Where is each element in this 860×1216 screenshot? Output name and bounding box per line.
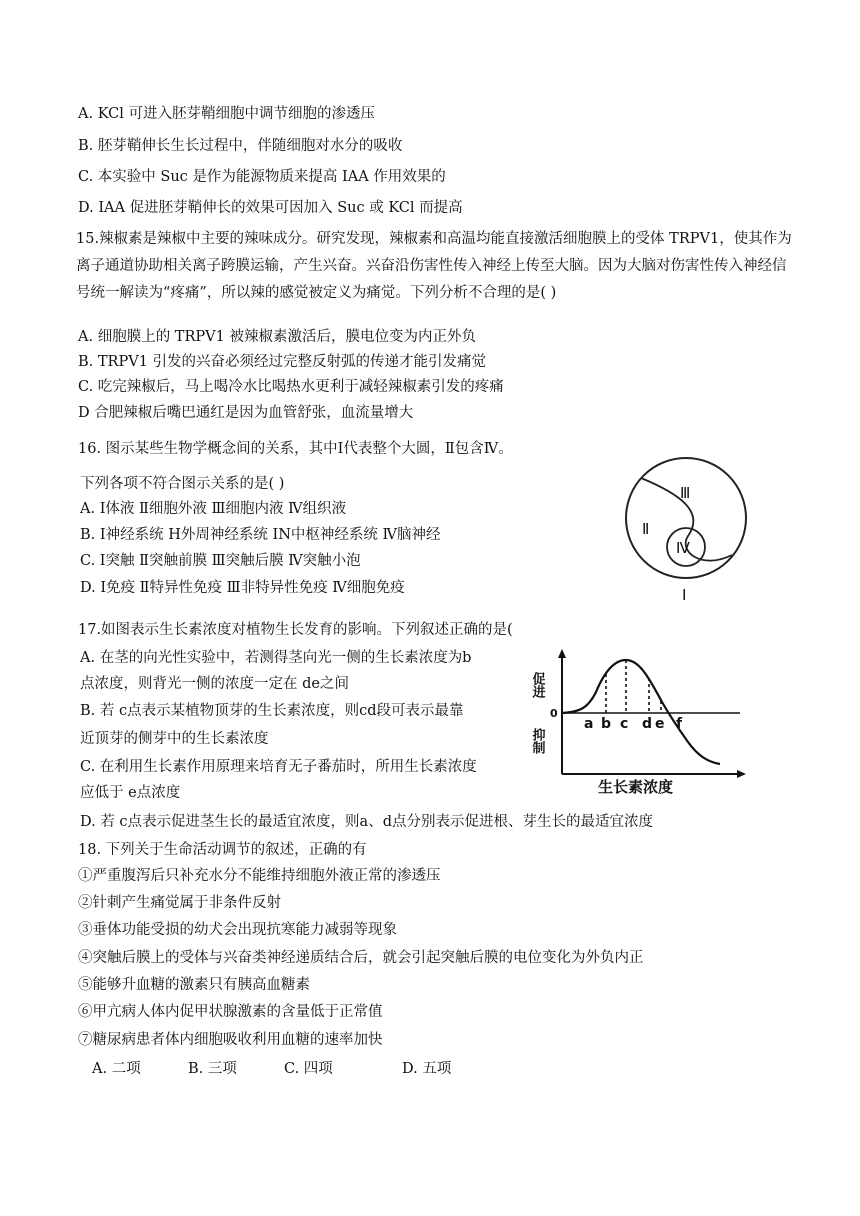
q18-choice-b: B. 三项	[188, 1061, 237, 1077]
q15-option-b: B. TRPV1 引发的兴奋必须经过完整反射弧的传递才能引发痛觉	[78, 354, 487, 370]
q18-item-4: ④突触后膜上的受体与兴奋类神经递质结合后，就会引起突触后膜的电位变化为外负内正	[78, 950, 644, 966]
growth-curve	[562, 660, 720, 764]
q17-option-a-line1: A. 在茎的向光性实验中，若测得茎向光一侧的生长素浓度为b	[80, 650, 472, 666]
q18-stem: 18. 下列关于生命活动调节的叙述，正确的有	[78, 842, 367, 858]
q14-option-b: B. 胚芽鞘伸长生长过程中，伴随细胞对水分的吸收	[78, 138, 403, 154]
q17-option-c-line2: 应低于 e点浓度	[80, 785, 181, 801]
q18-item-7: ⑦糖尿病患者体内细胞吸收利用血糖的速率加快	[78, 1032, 383, 1048]
y-label-promote: 促进	[529, 672, 545, 698]
q17-option-b-line1: B. 若 c点表示某植物顶芽的生长素浓度，则cd段可表示最靠	[80, 703, 464, 719]
q15-option-d: D 合肥辣椒后嘴巴通红是因为血管舒张，血流量增大	[78, 405, 414, 421]
q18-item-5: ⑤能够升血糖的激素只有胰高血糖素	[78, 977, 310, 993]
q16-stem: 16. 图示某些生物学概念间的关系，其中Ⅰ代表整个大圆，Ⅱ包含Ⅳ。	[78, 441, 513, 457]
y-label-inhibit: 抑制	[529, 728, 545, 754]
point-d: d	[642, 716, 653, 732]
q17-stem: 17.如图表示生长素浓度对植物生长发育的影响。下列叙述正确的是(	[78, 622, 513, 638]
point-b: b	[601, 716, 612, 732]
x-axis-label: 生长素浓度	[598, 778, 674, 796]
q18-item-6: ⑥甲亢病人体内促甲状腺激素的含量低于正常值	[78, 1004, 383, 1020]
point-e: e	[655, 716, 665, 732]
point-c: c	[620, 716, 629, 732]
q18-item-3: ③垂体功能受损的幼犬会出现抗寒能力减弱等现象	[78, 922, 397, 938]
q18-item-1: ①严重腹泻后只补充水分不能维持细胞外液正常的渗透压	[78, 868, 441, 884]
q15-option-a: A. 细胞膜上的 TRPV1 被辣椒素激活后，膜电位变为内正外负	[78, 329, 476, 345]
circle-outer	[626, 458, 746, 578]
point-a: a	[584, 716, 594, 732]
q16-option-d: D. Ⅰ免疫 Ⅱ特异性免疫 Ⅲ非特异性免疫 Ⅳ细胞免疫	[80, 580, 405, 596]
q17-figure	[528, 646, 753, 796]
q18-choice-c: C. 四项	[284, 1061, 333, 1077]
y-axis-arrow	[558, 649, 566, 658]
label-i: Ⅰ	[682, 586, 687, 604]
q16-figure	[620, 452, 755, 607]
q17-option-c-line1: C. 在利用生长素作用原理来培育无子番茄时，所用生长素浓度	[80, 759, 477, 775]
q16-option-c: C. Ⅰ突触 Ⅱ突触前膜 Ⅲ突触后膜 Ⅳ突触小泡	[80, 553, 361, 569]
point-f: f	[676, 716, 683, 732]
q18-choice-d: D. 五项	[402, 1061, 452, 1077]
y-label-zero: 0	[550, 707, 558, 720]
q16-prompt: 下列各项不符合图示关系的是( )	[80, 476, 285, 492]
q18-item-2: ②针刺产生痛觉属于非条件反射	[78, 895, 281, 911]
q17-option-b-line2: 近顶芽的侧芽中的生长素浓度	[80, 731, 269, 747]
q14-option-d: D. IAA 促进胚芽鞘伸长的效果可因加入 Suc 或 KCl 而提高	[78, 200, 463, 216]
q17-option-a-line2: 点浓度，则背光一侧的浓度一定在 de之间	[80, 676, 349, 692]
q14-option-a: A. KCl 可进入胚芽鞘细胞中调节细胞的渗透压	[78, 106, 375, 122]
q17-option-d: D. 若 c点表示促进茎生长的最适宜浓度，则a、d点分别表示促进根、芽生长的最适宜浓度	[80, 814, 653, 830]
q15-option-c: C. 吃完辣椒后，马上喝冷水比喝热水更利于减轻辣椒素引发的疼痛	[78, 379, 504, 395]
x-axis-arrow	[737, 770, 746, 778]
label-ii: Ⅱ	[642, 520, 650, 538]
q18-choice-a: A. 二项	[92, 1061, 141, 1077]
q16-option-a: A. Ⅰ体液 Ⅱ细胞外液 Ⅲ细胞内液 Ⅳ组织液	[80, 501, 347, 517]
label-iii: Ⅲ	[680, 484, 691, 502]
q16-option-b: B. Ⅰ神经系统 H外周神经系统 IN中枢神经系统 Ⅳ脑神经	[80, 527, 441, 543]
q15-stem: 15.辣椒素是辣椒中主要的辣味成分。研究发现，辣椒素和高温均能直接激活细胞膜上的受体 TRPV1，使其作为离子通道协助相关离子跨膜运输，产生兴奋。兴奋沿伤害性传入神经上传至大脑。因为大脑对伤害性传入神经信号统一解读为“疼痛”，所以辣的感觉被定义为痛觉。下列分析不合理的是( )	[76, 231, 792, 301]
label-iv: Ⅳ	[676, 539, 690, 557]
q14-option-c: C. 本实验中 Suc 是作为能源物质来提高 IAA 作用效果的	[78, 169, 446, 185]
